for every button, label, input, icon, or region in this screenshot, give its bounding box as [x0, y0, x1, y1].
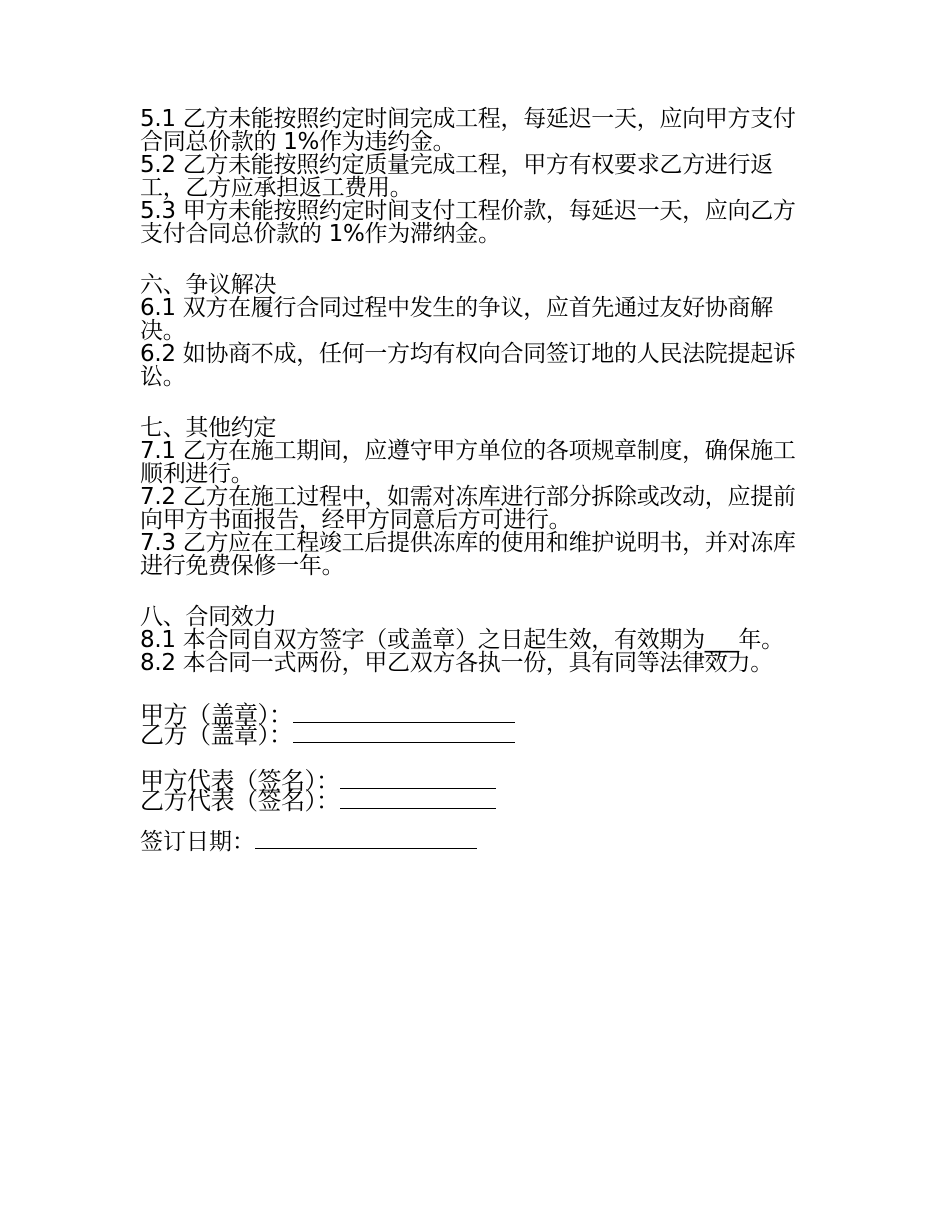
clause-5-2: 5.2 乙方未能按照约定质量完成工程，甲方有权要求乙方进行返工，乙方应承担返工费用。 [140, 152, 773, 201]
party-b-seal-line [140, 721, 805, 749]
clause-7-3: 7.3 乙方应在工程竣工后提供冻库的使用和维护说明书，并对冻库进行免费保修一年。 [140, 530, 796, 579]
party-b-rep-label: 乙方代表（签名）： [140, 787, 340, 815]
document-page [140, 108, 805, 855]
clause-6-1: 6.1 双方在履行合同过程中发生的争议，应首先通过友好协商解决。 [140, 295, 773, 344]
clause-7-2: 7.2 乙方在施工过程中，如需对冻库进行部分拆除或改动，应提前向甲方书面报告，经甲方同意后方可进行。 [140, 484, 796, 533]
clause-7-1: 7.1 乙方在施工期间，应遵守甲方单位的各项规章制度，确保施工顺利进行。 [140, 438, 796, 487]
party-a-rep-label: 甲方代表（签名）： [140, 767, 340, 795]
representative-signature-block [140, 767, 805, 815]
sign-date-line [140, 829, 805, 855]
sign-date-label: 签订日期： [140, 829, 255, 855]
clause-6-2: 6.2 如协商不成，任何一方均有权向合同签订地的人民法院提起诉讼。 [140, 341, 796, 390]
party-b-rep-line [140, 787, 805, 815]
section-heading-effect: 八、合同效力 [140, 604, 277, 630]
clause-5-1: 5.1 乙方未能按照约定时间完成工程，每延迟一天，应向甲方支付合同总价款的 1%作为违约金。 [140, 106, 796, 155]
sign-date-blank[interactable] [255, 832, 477, 849]
clause-8-1: 8.1 本合同自双方签字（或盖章）之日起生效，有效期为___年。 [140, 627, 784, 653]
party-b-seal-blank[interactable] [293, 726, 515, 743]
clause-5-3: 5.3 甲方未能按照约定时间支付工程价款，每延迟一天，应向乙方支付合同总价款的 1%作为滞纳金。 [140, 198, 796, 247]
party-b-seal-label: 乙方（盖章）： [140, 721, 293, 749]
section-heading-dispute: 六、争议解决 [140, 272, 277, 298]
party-a-seal-label: 甲方（盖章）： [140, 701, 293, 729]
party-a-seal-blank[interactable] [293, 706, 515, 723]
clause-8-2: 8.2 本合同一式两份，甲乙双方各执一份，具有同等法律效力。 [140, 650, 773, 676]
section-heading-other: 七、其他约定 [140, 415, 277, 441]
party-a-rep-blank[interactable] [340, 772, 496, 789]
seal-signature-block [140, 701, 805, 749]
party-b-rep-blank[interactable] [340, 792, 496, 809]
